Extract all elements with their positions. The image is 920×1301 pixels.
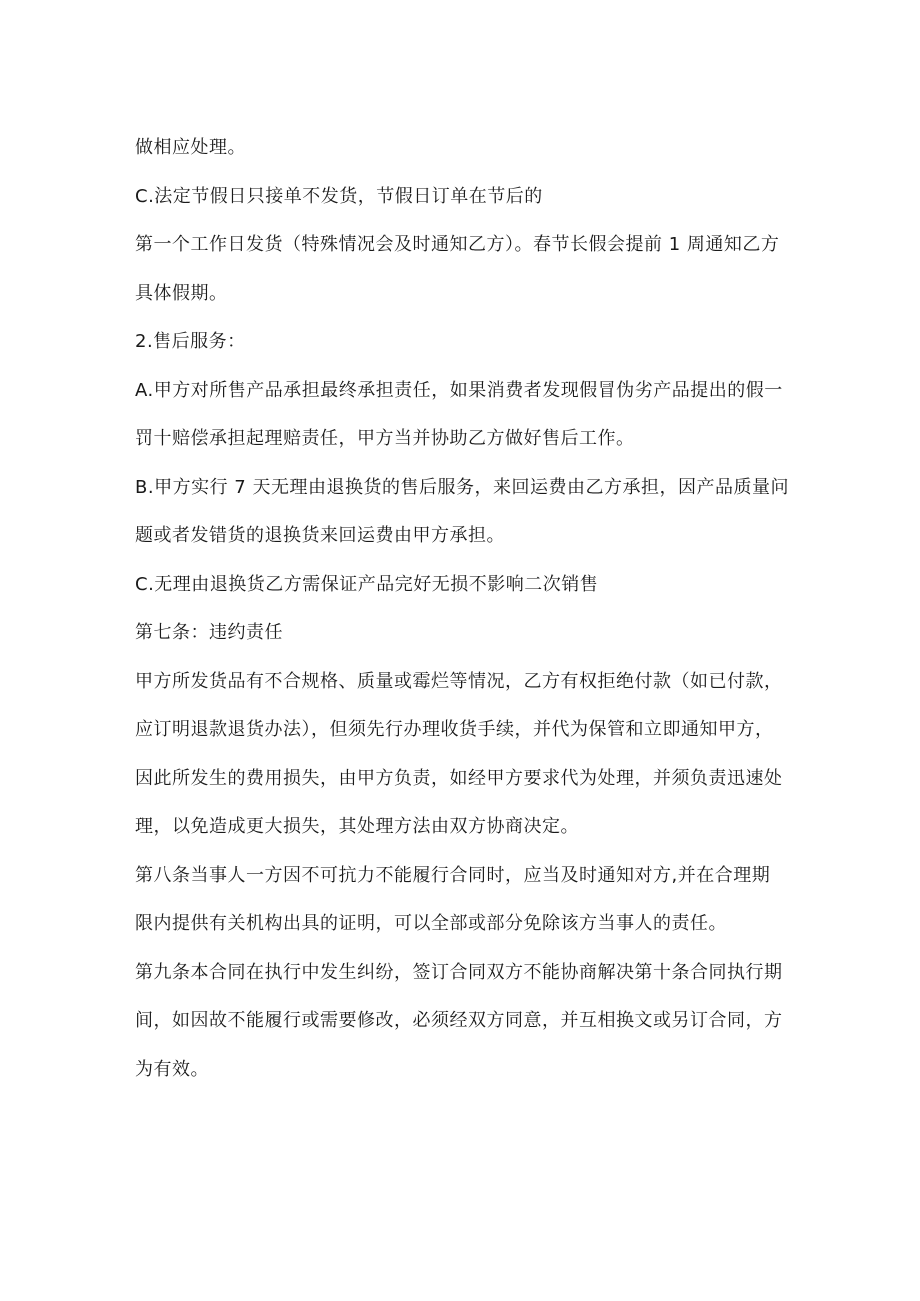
text-line: 题或者发错货的退换货来回运费由甲方承担。: [135, 525, 505, 546]
text-line: A.甲方对所售产品承担最终承担责任，如果消费者发现假冒伪劣产品提出的假一: [135, 379, 783, 401]
text-line: 做相应处理。: [135, 137, 246, 158]
document-body: [135, 124, 795, 1094]
text-line: B.甲方实行 7 天无理由退换货的售后服务，来回运费由乙方承担，因产品质量问: [135, 476, 789, 498]
text-line: 第八条当事人一方因不可抗力不能履行合同时，应当及时通知对方,并在合理期: [135, 864, 771, 886]
text-line: 限内提供有关机构出具的证明，可以全部或部分免除该方当事人的责任。: [135, 913, 727, 934]
text-line: 间，如因故不能履行或需要修改，必须经双方同意，并互相换文或另订合同，方: [135, 1010, 783, 1031]
text-line: 罚十赔偿承担起理赔责任，甲方当并协助乙方做好售后工作。: [135, 428, 635, 449]
text-line: C.无理由退换货乙方需保证产品完好无损不影响二次销售: [135, 573, 599, 595]
text-line: 因此所发生的费用损失，由甲方负责，如经甲方要求代为处理，并须负责迅速处: [135, 767, 783, 789]
text-line: 具体假期。: [135, 282, 228, 304]
text-line: 第九条本合同在执行中发生纠纷，签订合同双方不能协商解决第十条合同执行期: [135, 961, 783, 983]
section-heading: 2.售后服务：: [135, 331, 246, 352]
text-line: 为有效。: [135, 1058, 209, 1080]
text-line: 理，以免造成更大损失，其处理方法由双方协商决定。: [135, 816, 579, 837]
article-heading: 第七条：违约责任: [135, 622, 283, 643]
text-line: C.法定节假日只接单不发货，节假日订单在节后的: [135, 185, 543, 207]
text-line: 甲方所发货品有不合规格、质量或霉烂等情况，乙方有权拒绝付款（如已付款，: [135, 670, 783, 692]
text-line: 第一个工作日发货（特殊情况会及时通知乙方）。春节长假会提前 1 周通知乙方: [135, 234, 780, 255]
text-line: 应订明退款退货办法），但须先行办理收货手续，并代为保管和立即通知甲方，: [135, 719, 774, 740]
